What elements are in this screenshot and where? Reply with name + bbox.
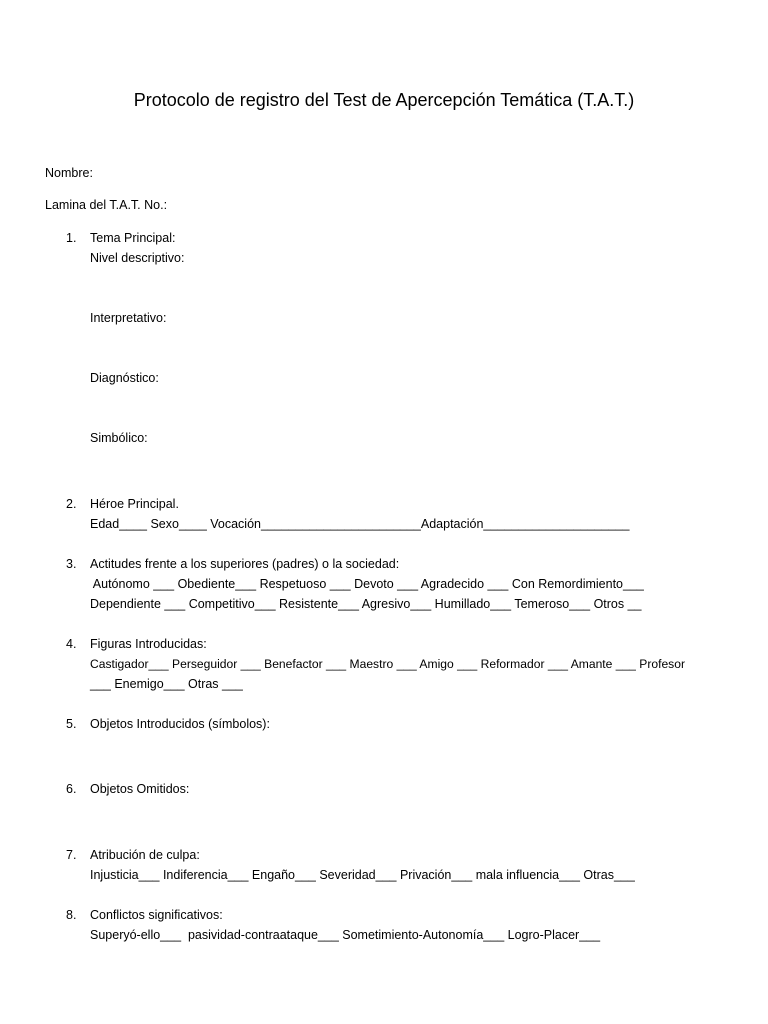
item-7-line-1: Injusticia___ Indiferencia___ Engaño___ Severidad___ Privación___ mala influencia___ Otras___ [90,868,635,882]
item-3-number: 3. [66,557,77,571]
item-5-heading: Objetos Introducidos (símbolos): [90,717,270,731]
item-3-heading: Actitudes frente a los superiores (padres) o la sociedad: [90,557,400,571]
item-8-number: 8. [66,908,77,922]
item-2-heading: Héroe Principal. [90,497,179,511]
item-1-simbolico: Simbólico: [90,431,148,445]
item-1-number: 1. [66,231,77,245]
nombre-label: Nombre: [45,166,93,180]
lamina-label: Lamina del T.A.T. No.: [45,198,168,212]
item-6-number: 6. [66,782,77,796]
item-1-interpretativo: Interpretativo: [90,311,167,325]
item-8-line-1: Superyó-ello___ pasividad-contraataque___ Sometimiento-Autonomía___ Logro-Placer___ [90,928,601,942]
item-3-line-2: Dependiente ___ Competitivo___ Resistente___ Agresivo___ Humillado___ Temeroso___ Otros __ [90,597,642,611]
page-title: Protocolo de registro del Test de Apercepción Temática (T.A.T.) [133,90,635,110]
item-5-number: 5. [66,717,77,731]
item-1-diagnostico: Diagnóstico: [90,371,159,385]
item-7-number: 7. [66,848,77,862]
item-3-line-1: Autónomo ___ Obediente___ Respetuoso ___ Devoto ___ Agradecido ___ Con Remordimiento___ [90,577,644,591]
item-7-heading: Atribución de culpa: [90,848,200,862]
item-1-heading: Tema Principal: [90,231,176,245]
item-4-heading: Figuras Introducidas: [90,637,207,651]
item-4-line-2: ___ Enemigo___ Otras ___ [90,677,243,691]
item-4-line-1: Castigador___ Perseguidor ___ Benefactor ___ Maestro ___ Amigo ___ Reformador ___ Amante ___ Profesor [90,657,685,671]
item-6-heading: Objetos Omitidos: [90,782,190,796]
item-1-nivel-descriptivo: Nivel descriptivo: [90,251,185,265]
item-8-heading: Conflictos significativos: [90,908,223,922]
item-2-number: 2. [66,497,77,511]
item-2-line-1: Edad____ Sexo____ Vocación_______________________Adaptación_____________________ [90,517,630,531]
item-4-number: 4. [66,637,77,651]
